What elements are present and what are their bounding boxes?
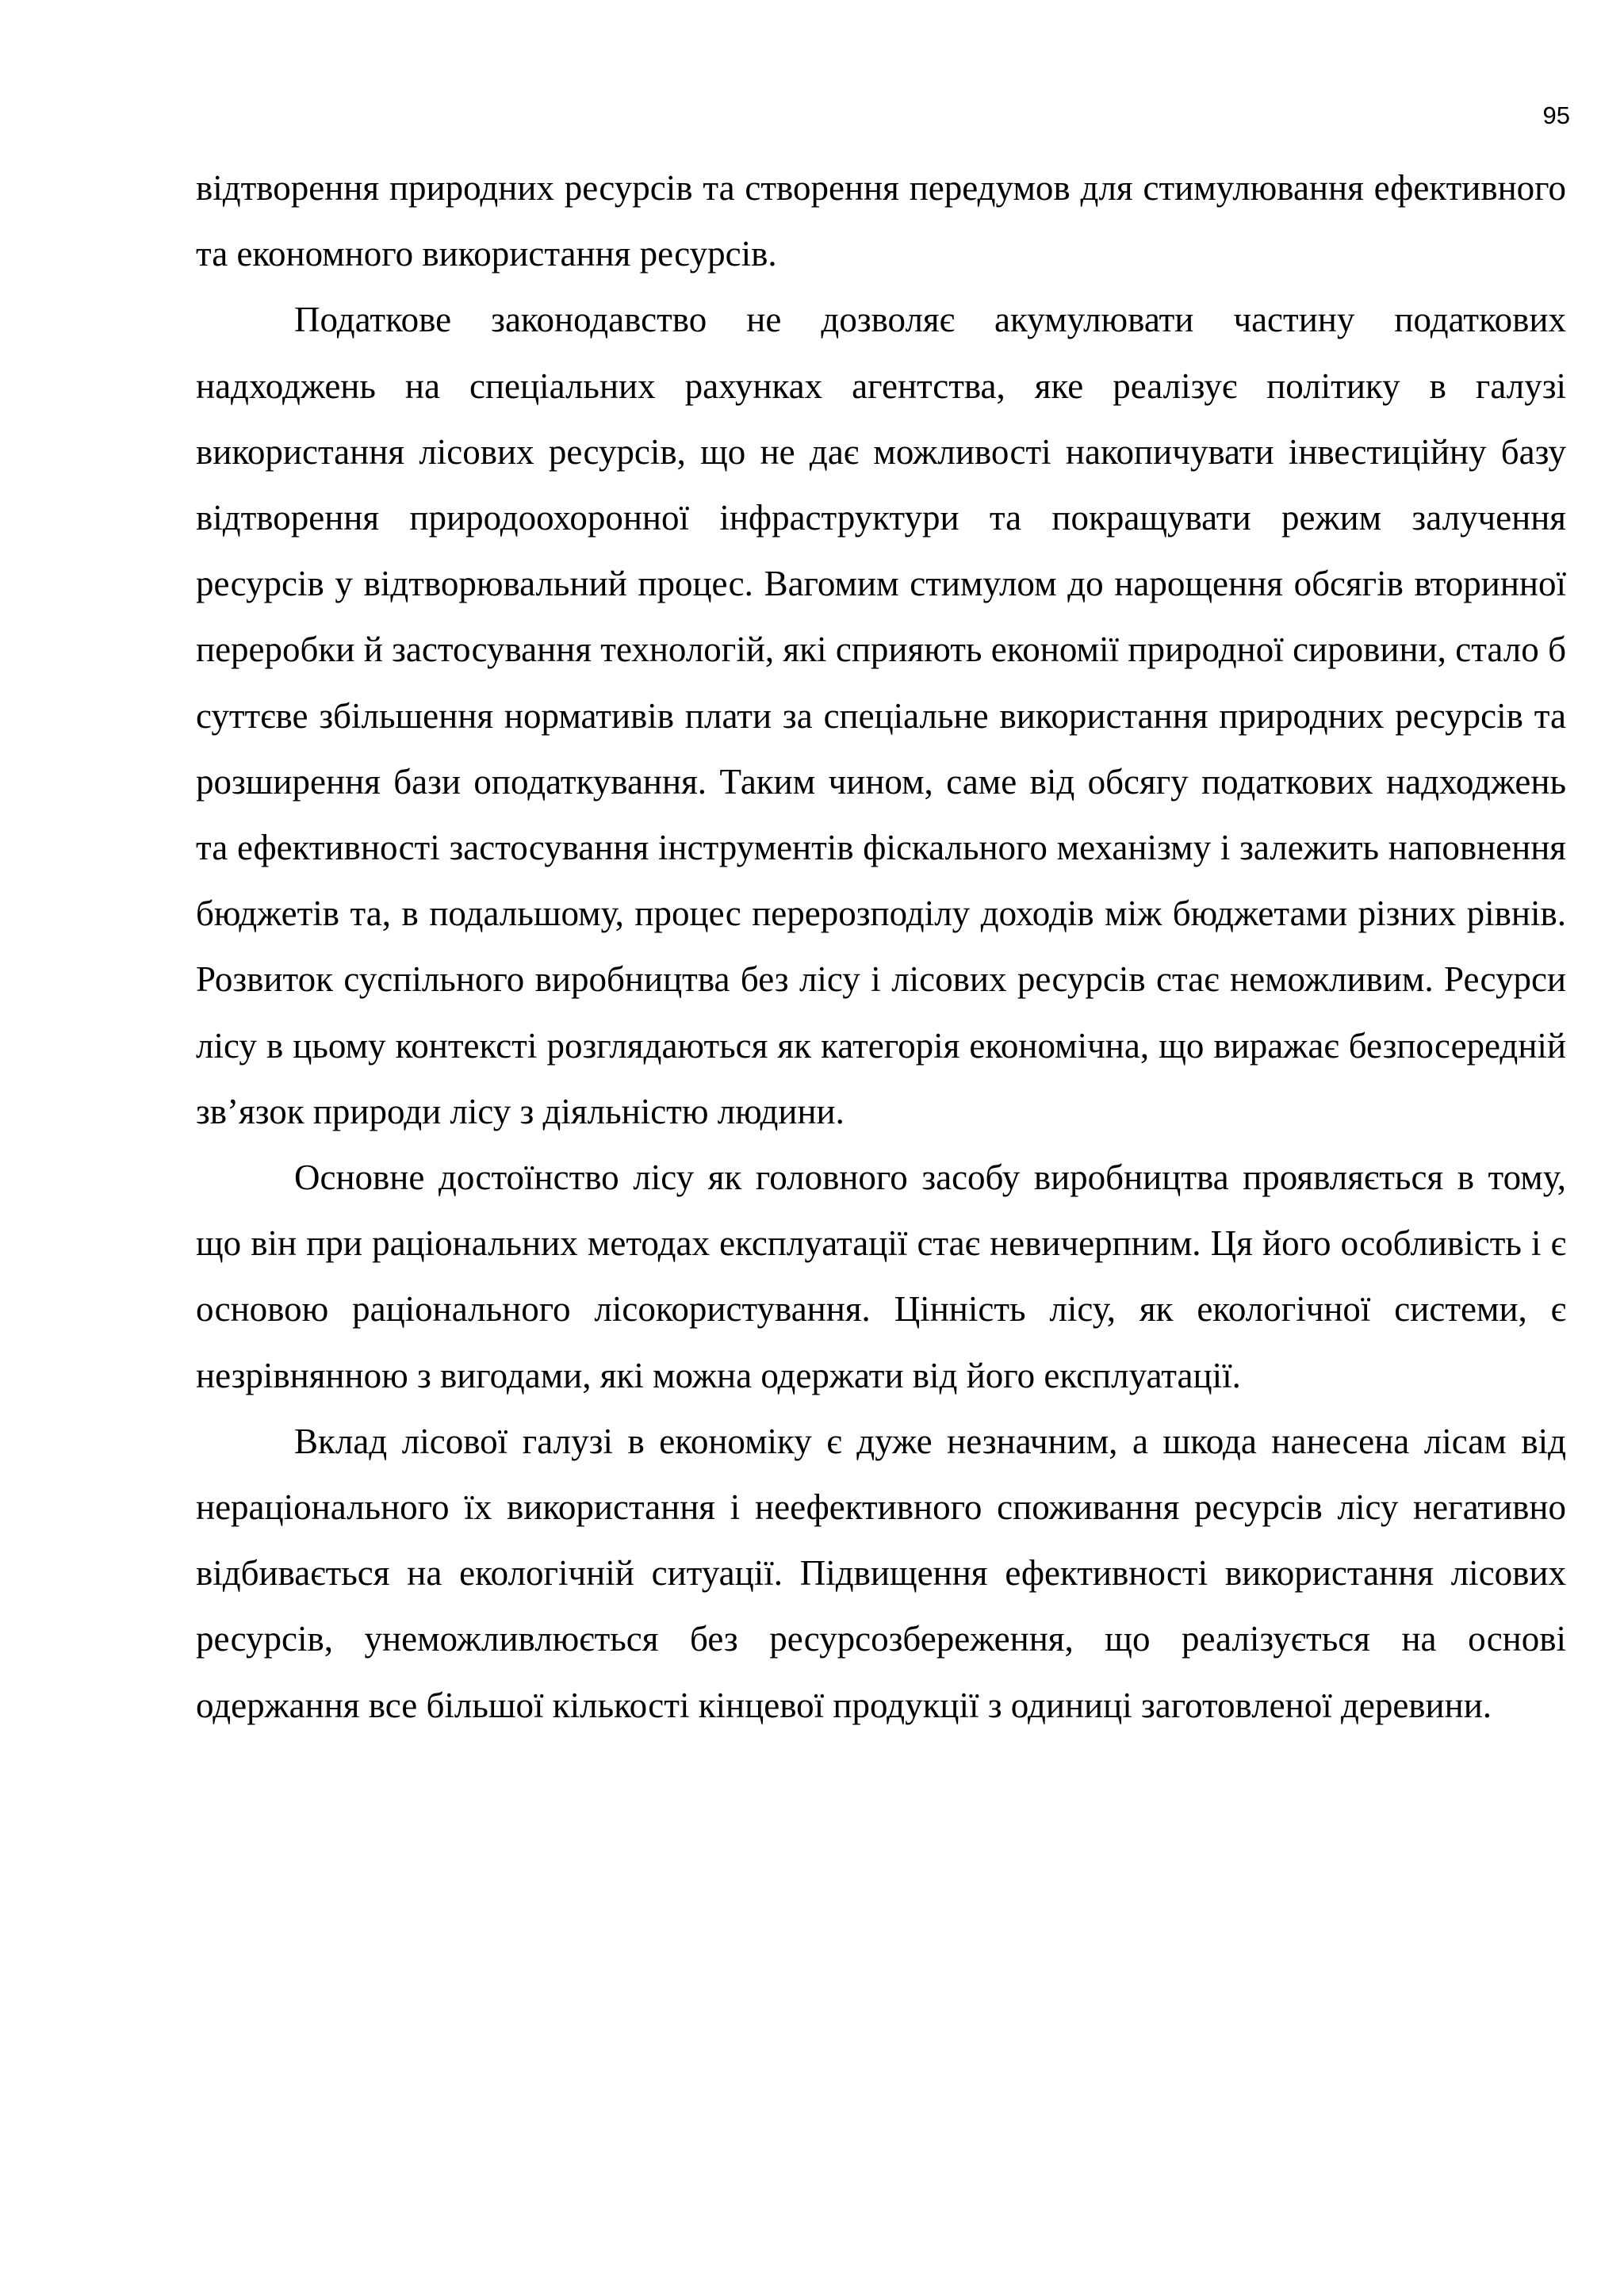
paragraph-2: Податкове законодавство не дозволяє акумулювати частину податкових надходжень на спеціальних рахунках агентства, яке реалізує політику в галузі використання лісових ресурсів, що не дає можливості накопичувати інвестиційну базу відтворення природоохоронної інфраструктури та покращувати режим залучення ресурсів у відтворювальний процес. Вагомим стимулом до нарощення обсягів вторинної переробки й застосування технологій, які сприяють економії природної сировини, стало б суттєве збільшення нормативів плати за спеціальне використання природних ресурсів та розширення бази оподаткування. Таким чином, саме від обсягу податкових надходжень та ефективності застосування інструментів фіскального механізму і залежить наповнення бюджетів та, в подальшому, процес перерозподілу доходів між бюджетами різних рівнів. Розвиток суспільного виробництва без лісу і лісових ресурсів стає неможливим. Ресурси лісу в цьому контексті розглядаються як категорія економічна, що виражає безпосередній зв’язок природи лісу з діяльністю людини. [196, 300, 1566, 1131]
paragraph-4: Вклад лісової галузі в економіку є дуже незначним, а шкода нанесена лісам від нераціонального їх використання і неефективного споживання ресурсів лісу негативно відбивається на екологічній ситуації. Підвищення ефективності використання лісових ресурсів, унеможливлюється без ресурсозбереження, що реалізується на основі одержання все більшої кількості кінцевої продукції з одиниці заготовленої деревини. [196, 1421, 1566, 1725]
page-number: 95 [1542, 101, 1570, 129]
paragraph-3: Основне достоїнство лісу як головного засобу виробництва проявляється в тому, що він при раціональних методах експлуатації стає невичерпним. Ця його особливість і є основою раціонального лісокористування. Цінність лісу, як екологічної системи, є незрівнянною з вигодами, які можна одержати від його експлуатації. [196, 1158, 1566, 1395]
body-text [196, 155, 1566, 1739]
paragraph-1: відтворення природних ресурсів та створення передумов для стимулювання ефективного та економного використання ресурсів. [196, 168, 1566, 274]
